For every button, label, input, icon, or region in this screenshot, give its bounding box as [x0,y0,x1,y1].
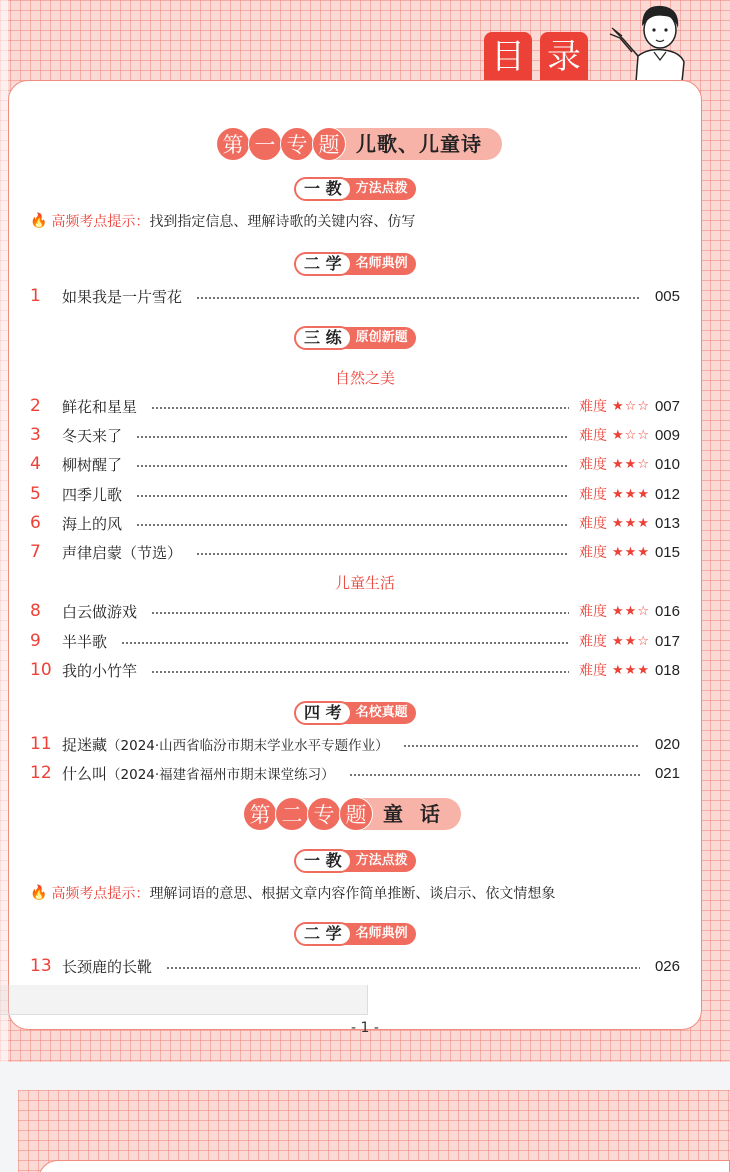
toc-entry-12[interactable]: 12 什么叫 （2024·福建省福州市期末课堂练习） 021 [30,763,680,783]
section-xue-badge: 二 学 名师典例 [294,922,416,946]
toc-entry-10[interactable]: 10 我的小竹竿 难度 ★★★ 018 [30,660,680,680]
difficulty-stars: ★★★ [612,544,650,560]
difficulty-stars: ★★☆ [612,456,650,472]
topic-name: 儿歌、儿童诗 [334,128,502,160]
toc-entry-13[interactable]: 13 长颈鹿的长靴 026 [30,956,680,976]
toc-entry-2[interactable]: 2 鲜花和星星 难度 ★☆☆ 007 [30,396,680,416]
toc-entry-5[interactable]: 5 四季儿歌 难度 ★★★ 012 [30,484,680,504]
topic-circle: 二 [275,797,309,831]
section-jiao-badge: 一 教 方法点拨 [294,849,416,873]
topic-circle: 题 [339,797,373,831]
toc-entry-9[interactable]: 9 半半歌 难度 ★★☆ 017 [30,631,680,651]
flame-icon: 🔥 [30,885,48,901]
topic-circle: 第 [243,797,277,831]
toc-title [484,32,588,82]
topic-circle: 专 [307,797,341,831]
leader-dots [196,297,640,299]
page-number: - 1 - [351,1020,379,1036]
topic-name: 童 话 [361,798,461,830]
topic-circle: 专 [280,127,314,161]
toc-entry-6[interactable]: 6 海上的风 难度 ★★★ 013 [30,513,680,533]
difficulty-stars: ★★★ [612,486,650,502]
topic-circle: 一 [248,127,282,161]
toc-entry-3[interactable]: 3 冬天来了 难度 ★☆☆ 009 [30,425,680,445]
topic-2-header [243,797,461,831]
difficulty-stars: ★☆☆ [612,427,650,443]
title-char-lu: 录 [540,32,588,82]
difficulty-stars: ★★★ [612,662,650,678]
difficulty-stars: ★★☆ [612,633,650,649]
toc-entry-4[interactable]: 4 柳树醒了 难度 ★★☆ 010 [30,454,680,474]
key-points-hint: 🔥 高频考点提示： 找到指定信息、理解诗歌的关键内容、仿写 [30,213,416,230]
difficulty-stars: ★★☆ [612,603,650,619]
flame-icon: 🔥 [30,213,48,229]
difficulty-stars: ★★★ [612,515,650,531]
subhead-nature: 自然之美 [334,369,395,387]
difficulty-stars: ★☆☆ [612,398,650,414]
topic-1-header [216,127,502,161]
key-points-hint: 🔥 高频考点提示： 理解词语的意思、根据文章内容作简单推断、谈启示、依文情想象 [30,885,556,902]
section-lian-badge: 三 练 原创新题 [294,326,416,350]
topic-circle: 第 [216,127,250,161]
section-jiao-badge: 一 教 方法点拨 [294,177,416,201]
subhead-childhood: 儿童生活 [334,574,395,592]
next-page-card [38,1160,730,1172]
toc-entry-11[interactable]: 11 捉迷藏 （2024·山西省临汾市期末学业水平专题作业） 020 [30,734,680,754]
toc-entry-1[interactable]: 1 如果我是一片雪花 005 [30,286,680,306]
section-kao-badge: 四 考 名校真题 [294,701,416,725]
section-xue-badge: 二 学 名师典例 [294,252,416,276]
toc-entry-8[interactable]: 8 白云做游戏 难度 ★★☆ 016 [30,601,680,621]
scan-artifact [0,985,368,1015]
toc-entry-7[interactable]: 7 声律启蒙（节选） 难度 ★★★ 015 [30,542,680,562]
boy-mascot-icon [604,0,694,82]
topic-circle: 题 [312,127,346,161]
title-char-mu: 目 [484,32,532,82]
